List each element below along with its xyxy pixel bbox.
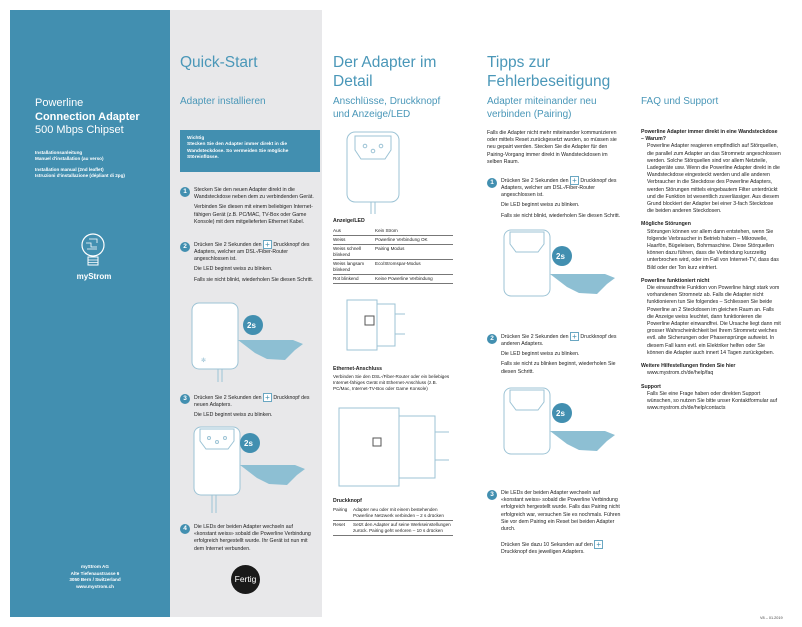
ethernet-section-title: Ethernet-Anschluss [333,366,383,372]
step-text: Die LED beginnt weiss zu blinken. [194,266,273,273]
step-text: Drücken Sie dazu 10 Sekunden auf den [501,542,593,549]
led-meaning: Powerline Verbindung OK [375,236,453,245]
led-section-title: Anzeige/LED [333,218,365,224]
step-2-badge: 2 [180,242,190,252]
step-text: Drücken Sie 2 Sekunden den [194,394,262,401]
table-row [333,245,453,260]
city: 3050 Bern / Switzerland [69,577,121,582]
button-description: Setzt den Adapter auf seine Werkseinstellungen zurück. Pairing geht verloren – 10 s drücken [353,521,453,536]
plus-button-icon: + [263,240,272,249]
step-text: Falls sie nicht blinkt, wiederholen Sie diesen Schritt. [501,212,621,219]
two-seconds-badge: 2s [556,409,565,418]
manual-line: Istruzioni d'installazione (dépliant di 2pg) [35,173,125,178]
tips-subtitle: Adapter miteinander neu verbinden (Pairing) [487,96,597,120]
two-seconds-badge: 2s [244,439,253,448]
step-text: Druckknopf des anderen Adapters. [501,333,617,348]
step-text: Falls sie nicht blinkt, wiederholen Sie diesen Schritt. [194,276,314,283]
step-text: Druckknopf des jeweiligen Adapters. [501,549,585,556]
done-badge: Fertig [231,565,260,594]
led-state: Weiss langsam blinkend [333,260,375,275]
detail-subtitle-text: Anschlüsse, Druckknopf und Anzeige/LED [333,96,441,120]
website-link[interactable]: www.mystrom.ch [76,583,114,589]
step-1-badge: 1 [180,187,190,197]
table-row [333,227,453,236]
step-text: Die LED beginnt weiss zu blinken. [501,351,580,358]
notice-text: Stecken Sie den Adapter immer direkt in die Wandsteckdose. So vermeiden Sie mögliche Störeinflüsse. [187,142,289,160]
step-2-badge: 2 [487,334,497,344]
manual-line: Installation manual (2nd leaflet) [35,167,104,172]
tips-step-1 [501,176,621,220]
step-text: Stecken Sie den neuen Adapter direkt in die Wandsteckdose neben dem zu verbindenden Gerät. [194,187,314,201]
button-section-title: Druckknopf [333,498,362,504]
led-state: Weiss schnell blinkend [333,245,375,260]
led-state: Weiss [333,236,375,245]
plus-button-icon: + [570,332,579,341]
button-table [333,506,453,536]
adapter-with-hand-illustration [500,226,620,306]
table-row [333,521,453,536]
title-line: Powerline [35,97,84,109]
product-title [35,97,140,138]
step-3-badge: 3 [487,490,497,500]
mystrom-logo: myStrom [76,272,112,281]
company-name: myStrom AG [81,564,109,569]
plus-button-icon: + [570,176,579,185]
two-seconds-badge: 2s [247,321,256,330]
step-text: Die LEDs der beiden Adapter wechseln auf «konstant weiss» sobald die Powerline Verbindung erfolgreich hergestellt wurde. Falls das Pairing nicht erfolgreich war, versuchen Sie es nochmals. Führen Sie vor dem Pairing ein Reset bei beiden Adapter durch. [501,490,621,533]
led-meaning: Keine Powerline Verbindung [375,275,453,284]
company-address [40,564,150,590]
step-text: Drücken Sie 2 Sekunden den [194,241,262,248]
step-text: Verbinden Sie diesen mit einem beliebigen Internet-fähigen Gerät (z.B. PC/MAC, TV-Box oder Game Konsole) mit dem mitgelieferten Ethernet Kabel. [194,204,313,225]
faq-content [641,129,781,412]
quick-start-title: Quick-Start [180,54,258,71]
faq-question: Weitere Hilfestellungen finden Sie hier [641,363,736,370]
plus-button-icon: + [594,540,603,549]
qs-step-4: Die LEDs der beiden Adapter wechseln auf «konstant weiss» sobald die Powerline Verbindung erfolgreich hergestellt wurde. Ihr Gerät ist nun mit dem Internet verbunden. [194,524,311,552]
table-row [333,236,453,245]
faq-answer: Die einwandfreie Funktion von Powerline hängt stark vom vorhandenen Stromnetz ab. Falls die Adapter nicht funktionieren tun Sie folgendes – Schliessen Sie beide Powerline an 2 Steckdosen im gleichen Raum an. Falls die Anzeige weiss leuchtet, dann funktionieren die Powerline Adapter einwandfrei. Die Ursache liegt dann mit grosser Wahrscheinlichkeit bei Ihrem Stromnetz welches evtl. alte Sicherungen oder Phasensprünge aufweist. In diesem Fall kann evtl. ein Elektriker helfen oder Sie können die Adapter auch innert 14 Tagen zurückgeben. [647,285,781,356]
important-notice [180,130,320,172]
adapter-side-illustration [333,402,453,492]
faq-title: FAQ und Support [641,96,719,107]
adapter-with-hand-illustration [190,425,310,515]
tips-step-3 [501,490,623,557]
adapter-with-hand-illustration [190,300,310,385]
table-row [333,260,453,275]
tips-intro: Falls die Adapter nicht mehr miteinander kommunizieren oder mittels Reset zurückgesetzt wurden, so müssen sie neu gepairt werden. Stecken Sie die Adapter für den Pairing-Vorgang immer direkt in Wandsteckdosen im selben Raum. [487,130,617,165]
table-row [333,275,453,284]
ethernet-port-illustration [345,298,415,358]
led-meaning: Eco/Stromspar-Modus [375,260,453,275]
step-text: Druckknopf des Adapters, welcher am DSL-/Fiber-Router angeschlossen ist. [194,241,310,263]
step-text: Druckknopf des neuen Adapters. [194,394,310,409]
step-text: Die LED beginnt weiss zu blinken. [501,202,580,209]
led-table [333,227,453,284]
step-text: Falls sie nicht zu blinken beginnt, wiederholen Sie diesen Schritt. [501,361,616,375]
manual-languages [35,150,125,179]
step-text: Die LED beginnt weiss zu blinken. [194,412,273,419]
quick-start-subtitle: Adapter installieren [180,96,266,107]
lightbulb-logo-icon [80,233,106,271]
tips-step-2 [501,332,621,376]
led-state: Rot blinkend [333,275,375,284]
title-line: Connection Adapter [35,110,140,123]
led-meaning: Pairing Modus [375,245,453,260]
adapter-with-hand-illustration [500,385,620,470]
faq-answer: Störungen können vor allem dann entstehen, wenn Sie folgende Verbraucher in Betrieb haben – Mikrowelle, Haarfön, Bügeleisen, Bohrmaschine. Diese Störquellen können dazu führen, dass die Verbindung kurzzeitig unterbrochen wird, oder im Fall von Internet-TV, dass das Bild oder der Ton kurz einfriert. [647,228,779,271]
step-text: Drücken Sie 2 Sekunden den [501,333,569,340]
qs-step-1 [194,187,316,226]
tips-title: Tipps zur Fehlerbeseitigung [487,54,611,90]
table-row [333,506,453,521]
ethernet-text: Verbinden Sie den DSL-/Fiber-Router oder ein beliebiges Internet-fähiges Gerät mit Ethernet-Anschluss (z.B. PC/Mac, Internet-TV-Box oder Game Konsole) [333,374,450,391]
notice-title: Wichtig [187,136,205,141]
faq-answer: Falls Sie eine Frage haben oder direkten Support wünschen, so nutzen Sie bitte unser Kontaktformular auf [647,390,778,404]
detail-subtitle [333,96,453,121]
faq-answer: Powerline Adapter reagieren empfindlich auf Störquellen, die parallel zum Adapter an das Stromnetz angeschlossen werden. Solche Störquellen sind vor allem Netzteile, Ladegeräte usw. Wenn die Powerline Adapter direkt in die Wandsteckdose eingesteckt werden und alle anderen Verbraucher in die Steckdose des Powerline Adapters, werden Störungen mittels eingebautem Filter unterdrückt und die Funktion ist wesentlich zuverlässiger. Aus diesem Grund blockiert der Adapter bei einer 3-fach Steckdose die beiden anderen Steckdosen. [647,143,781,215]
faq-question: Mögliche Störungen [641,221,691,228]
qs-step-2 [194,240,316,284]
step-text: Druckknopf des Adapters, welcher am DSL-/Fiber-Router angeschlossen ist. [501,177,617,199]
plus-button-icon: + [263,393,272,402]
button-description: Adapter neu oder mit einem bestehenden Powerline Netzwerk verbinden – 2 s drücken [353,506,453,521]
faq-link[interactable]: www.mystrom.ch/de/help/faq [647,370,714,377]
two-seconds-badge: 2s [556,252,565,261]
support-link[interactable]: www.mystrom.ch/de/help/contacts [647,405,726,412]
manual-line: Manuel d'installation (au verso) [35,156,104,161]
title-line: 500 Mbps Chipset [35,124,124,136]
button-action: Pairing [333,506,353,521]
svg-text:✻: ✻ [201,358,207,364]
qs-step-3 [194,393,316,419]
street: Alte Tiefenaustrasse 6 [70,570,120,576]
step-text: Drücken Sie 2 Sekunden den [501,177,569,184]
adapter-front-illustration [345,130,405,215]
step-4-badge: 4 [180,524,190,534]
faq-question: Support [641,383,661,390]
step-3-badge: 3 [180,394,190,404]
button-action: Reset [333,521,353,536]
version-label: V8 – 01.2019 [760,616,783,620]
led-meaning: Kein Strom [375,227,453,236]
step-1-badge: 1 [487,178,497,188]
faq-question: Powerline funktioniert nicht [641,277,710,284]
led-state: Aus [333,227,375,236]
manual-line: Installationsanleitung [35,150,83,155]
detail-title: Der Adapter im Detail [333,54,437,90]
faq-question: Powerline Adapter immer direkt in eine Wandsteckdose – Warum? [641,129,778,143]
